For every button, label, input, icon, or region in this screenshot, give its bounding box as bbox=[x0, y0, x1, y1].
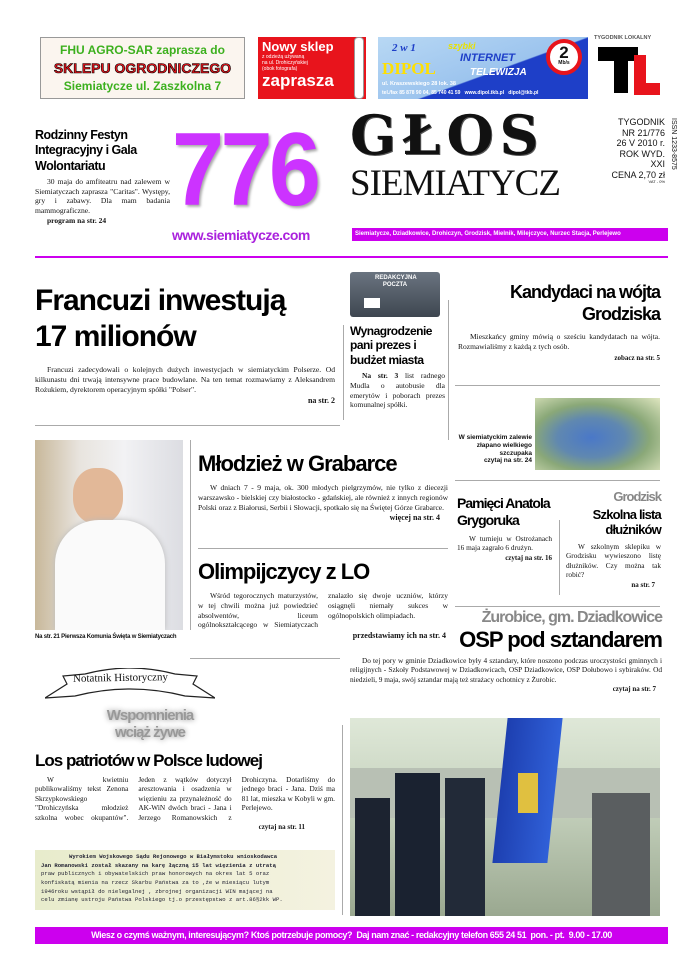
document-line: praw publicznych i obywatelskich praw honorowych na okres lat 5 oraz bbox=[41, 870, 270, 878]
firefighters-flag-photo bbox=[350, 718, 660, 916]
firefighter bbox=[395, 773, 440, 916]
mlodziez-article[interactable] bbox=[198, 452, 448, 522]
ad-agro-line1: FHU AGRO-SAR zaprasza do bbox=[60, 43, 225, 57]
grodzisk-kicker: Grodzisk bbox=[613, 489, 661, 504]
francuzi-headline-2: 17 milionów bbox=[35, 320, 196, 353]
festyn-article[interactable] bbox=[35, 128, 170, 225]
notatnik-subtitle bbox=[80, 708, 220, 741]
masthead-title-bottom: SIEMIATYCZ bbox=[350, 163, 560, 204]
tl-logo-caption: TYGODNIK LOKALNY bbox=[594, 35, 652, 41]
child-robe bbox=[55, 520, 165, 630]
osp-article[interactable] bbox=[350, 610, 662, 693]
firefighter bbox=[355, 798, 390, 916]
speed-value: 2 bbox=[559, 43, 569, 62]
issue-info-line: 26 V 2010 r. bbox=[616, 138, 665, 149]
ad-dipol-brand: DIPOL bbox=[382, 59, 436, 78]
ad-agro-sar[interactable] bbox=[40, 37, 245, 99]
first-communion-photo bbox=[35, 440, 183, 630]
ad-dipol-address: ul. Kraszewskiego 28 lok. 38 bbox=[382, 81, 456, 87]
issue-info bbox=[603, 117, 665, 185]
wynagrodzenie-lead: Na str. 3 bbox=[362, 371, 399, 381]
mailbox-label: REDAKCYJNA POCZTA bbox=[375, 275, 417, 288]
szczupak-caption-text: W siemiatyckim zalewie złapano wielkiego szczupaka bbox=[458, 434, 532, 457]
divider bbox=[455, 606, 660, 607]
banner-emblem bbox=[518, 773, 538, 813]
document-line: Wyrokiem Wojskowego Sądu Rejonowego w Białymstoku wnioskodawca bbox=[69, 853, 278, 860]
notatnik-ribbon bbox=[45, 668, 215, 704]
pamieci-body: W turnieju w Ostrożanach 16 maja zagrało 6 drużyn. bbox=[457, 533, 552, 553]
osp-kicker: Żurobice, gm. Dziadkowice bbox=[481, 609, 662, 626]
document-line: konfiskatą mienia na rzecz Skarbu Państwa za to ,że w miesiącu lutym bbox=[41, 878, 270, 886]
francuzi-ref: na str. 2 bbox=[307, 395, 335, 405]
tl-logo-mark bbox=[614, 47, 628, 93]
notatnik-body: W kwietniu publikowaliśmy tekst Zenona Skrzypkowskiego "Drohiczyńska młodzież szkolna wobec okupantów". Jeden z wątków dotyczył aresztowania i osadzenia w więzieniu za przynależność do AK-WiN dwóch braci - Jana i Jerzego Romanowskich z Drohiczyna. Dotarliśmy do jednego braci - Jana. Dziś ma 81 lat, mieszka w Kobyli w gm. Perlejewo. bbox=[35, 774, 335, 822]
notatnik-subtitle-1: Wspomnienia bbox=[106, 707, 194, 724]
kandydaci-headline: Kandydaci na wójta Grodziska bbox=[509, 282, 660, 324]
ad-dipol-tag: 2 w 1 bbox=[392, 42, 416, 54]
notatnik-headline: Los patriotów w Polsce ludowej bbox=[35, 751, 262, 770]
divider bbox=[455, 480, 660, 481]
ad-dipol-speed-badge bbox=[546, 39, 582, 75]
exclamation-icon bbox=[354, 37, 364, 99]
issue-info-line: NR 21/776 bbox=[621, 127, 665, 138]
mailbox-image bbox=[350, 272, 440, 317]
komunia-caption[interactable]: Na str. 21 Pierwsza Komunia Święta w Siemiatyczach bbox=[35, 634, 177, 640]
footer-hotline-bar: Wiesz o czymś ważnym, interesującym? Ktoś potrzebuje pomocy? Daj nam znać - redakcyjny telefon 655 24 51 pon. - pt. 9.00 - 17.00 bbox=[35, 927, 668, 944]
grodzisk-article[interactable] bbox=[566, 490, 661, 589]
document-line: 1946roku wstąpił do nielegalnej , zbrojnej organizacji WIN mającej na bbox=[41, 887, 273, 895]
divider bbox=[35, 425, 340, 426]
issue-info-line: ROK WYD. XXI bbox=[619, 148, 665, 170]
osp-body: Do tej pory w gminie Dziadkowice były 4 sztandary, które noszono podczas uroczystości gminnych i religijnych - Szkoły Podstawowej w Dziadkowicach, OSP Dziadkowice, OSP Dołubowo i sybiraków. Od niedzieli, 9 maja, swój sztandar mają też strażacy ochotnicy z Żurobic. bbox=[350, 655, 662, 684]
pamieci-headline: Pamięci Anatola Grygoruka bbox=[457, 495, 550, 528]
pike-photo bbox=[535, 398, 660, 470]
tl-logo-mark bbox=[634, 83, 660, 95]
issue-number: 776 bbox=[172, 112, 318, 228]
francuzi-article[interactable] bbox=[35, 283, 335, 405]
masthead-title-top: GŁOS bbox=[350, 103, 545, 167]
mlodziez-ref: więcej na str. 4 bbox=[389, 513, 440, 523]
column-divider bbox=[343, 325, 344, 420]
column-divider bbox=[448, 300, 449, 440]
document-line: Jan Romanowski został skazany na karę łączną 15 lat więzienia z utratą bbox=[41, 861, 276, 869]
grodzisk-headline: Szkolna lista dłużników bbox=[592, 506, 661, 538]
ad-dipol[interactable] bbox=[378, 37, 588, 99]
firefighter bbox=[445, 778, 485, 916]
ad-agro-line2: SKLEPU OGRODNICZEGO bbox=[53, 60, 232, 76]
szczupak-caption[interactable] bbox=[452, 434, 532, 465]
divider bbox=[198, 548, 448, 549]
pamieci-article[interactable] bbox=[457, 495, 552, 562]
ad-dipol-tv: TELEWIZJA bbox=[470, 67, 527, 78]
pamieci-ref: czytaj na str. 16 bbox=[505, 553, 552, 562]
issue-info-line: TYGODNIK bbox=[617, 117, 665, 127]
kandydaci-body: Mieszkańcy gminy mówią o sześciu kandydatach na wójta. Rozmawialiśmy z każdą z tych osób. bbox=[458, 331, 660, 351]
osp-ref: czytaj na str. 7 bbox=[612, 685, 656, 694]
ad-sklep-line: (obok fotografa) bbox=[262, 66, 298, 72]
festyn-headline: Rodzinny Festyn Integracyjny i Gala Wolontariatu bbox=[35, 128, 137, 173]
speed-unit: Mb/s bbox=[558, 60, 570, 66]
olimpijczycy-body: Wśród tegorocznych maturzystów, w tej chwili można już powiedzieć absolwentów, liceum ogólnokształcącego w Siemiatyczach znalazło się dwoje uczniów, którzy osiągnęli niemały sukces w ogólnopolskich olimpiadach. bbox=[198, 591, 448, 630]
wynagrodzenie-text: list radnego Mudla o autobusie dla emerytów i poborach prezes komunalnej spółki. bbox=[350, 371, 445, 410]
kandydaci-article[interactable] bbox=[458, 282, 660, 362]
osp-headline: OSP pod sztandarem bbox=[459, 626, 662, 652]
wynagrodzenie-article[interactable] bbox=[350, 324, 445, 410]
ad-dipol-speed-prefix: szybki bbox=[448, 41, 476, 51]
ad-sklep-line: z odzieżą używaną bbox=[262, 54, 305, 60]
ad-agro-line3: Siemiatycze ul. Zaszkolna 7 bbox=[63, 79, 222, 93]
issn: ISSN 1233-8575 bbox=[670, 118, 677, 170]
ad-sklep-title: Nowy sklep bbox=[262, 39, 334, 54]
notatnik-ref: czytaj na str. 11 bbox=[258, 823, 305, 832]
szczupak-ref: czytaj na str. 24 bbox=[483, 457, 532, 465]
column-divider bbox=[190, 440, 191, 630]
ad-dipol-contact: tel./fax 85 878 90 04, 85 740 41 59 www.dipol.tkb.pl dipol@tkb.pl bbox=[382, 90, 539, 96]
olimpijczycy-headline: Olimpijczycy z LO bbox=[198, 559, 370, 584]
issue-info-line: CENA 2,70 zł bbox=[611, 169, 665, 180]
ad-dipol-internet: INTERNET bbox=[460, 52, 515, 64]
grodzisk-body: W szkolnym sklepiku w Grodzisku wywieszono listę dłużników. Czy można tak robić? bbox=[566, 541, 661, 580]
document-line: celu zmianę ustroju Państwa Polskiego tj.o przestępstwo z art.86§2kk WP. bbox=[41, 896, 283, 904]
column-divider bbox=[342, 725, 343, 915]
notatnik-subtitle-2: wciąż żywe bbox=[114, 723, 186, 741]
column-divider bbox=[559, 520, 560, 595]
festyn-ref: program na str. 24 bbox=[47, 216, 107, 226]
festyn-body: 30 maja do amfiteatru nad zalewem w Siemiatyczach zaprasza "Caritas". Występy, gry i zabawy. Dla mam badania mammograficzne. bbox=[35, 176, 170, 216]
ad-nowy-sklep[interactable] bbox=[258, 37, 366, 99]
wynagrodzenie-headline: Wynagrodzenie pani prezes i budżet miasta bbox=[350, 324, 432, 367]
masthead-logo bbox=[350, 103, 600, 206]
official bbox=[592, 793, 650, 916]
kandydaci-ref: zobacz na str. 5 bbox=[614, 354, 660, 363]
regions-strip: Siemiatycze, Dziadkowice, Drohiczyn, Grodzisk, Mielnik, Milejczyce, Nurzec Stacja, Perlejewo bbox=[352, 228, 668, 241]
francuzi-headline-1: Francuzi inwestują bbox=[35, 284, 286, 317]
divider-magenta bbox=[35, 256, 668, 258]
ad-sklep-line: na ul. Drohiczyńskiej bbox=[262, 60, 308, 66]
child-face bbox=[73, 468, 123, 524]
divider bbox=[190, 658, 340, 659]
grodzisk-ref: na str. 7 bbox=[631, 580, 655, 589]
tl-logo bbox=[594, 35, 666, 100]
ad-sklep-cta: zaprasza bbox=[262, 71, 334, 90]
mlodziez-headline: Młodzież w Grabarce bbox=[198, 451, 397, 476]
mailbox-sticker bbox=[364, 298, 380, 308]
verdict-document bbox=[35, 850, 335, 910]
ribbon-text: Notatnik Historyczny bbox=[72, 671, 169, 685]
wynagrodzenie-body bbox=[350, 371, 445, 410]
olimpijczycy-ref: przedstawiamy ich na str. 4 bbox=[352, 631, 446, 641]
notatnik-article[interactable] bbox=[35, 752, 335, 831]
divider bbox=[455, 385, 660, 386]
francuzi-body: Francuzi zadecydowali o kolejnych dużych inwestycjach w siemiatyckim Polserze. Od kilkunastu dni trwają intensywne prace budowlane. Na ten temat rozmawiamy z Aleksandrem Rożukiem, dyrektorem operacyjnym spółki "Polser". bbox=[35, 365, 335, 394]
mlodziez-body: W dniach 7 - 9 maja, ok. 300 młodych pielgrzymów, nie tylko z diecezji warszawsko - bielskiej czy białostocko - gdańskiej, ale również z innych regionów Polski oraz z Białorusi, Serbii i Słowacji, spotkało się na Świętej Górze Grabarce. bbox=[198, 483, 448, 512]
vat-note: VAT - 0% bbox=[648, 179, 665, 185]
website-link[interactable]: www.siemiatycze.com bbox=[172, 227, 310, 243]
